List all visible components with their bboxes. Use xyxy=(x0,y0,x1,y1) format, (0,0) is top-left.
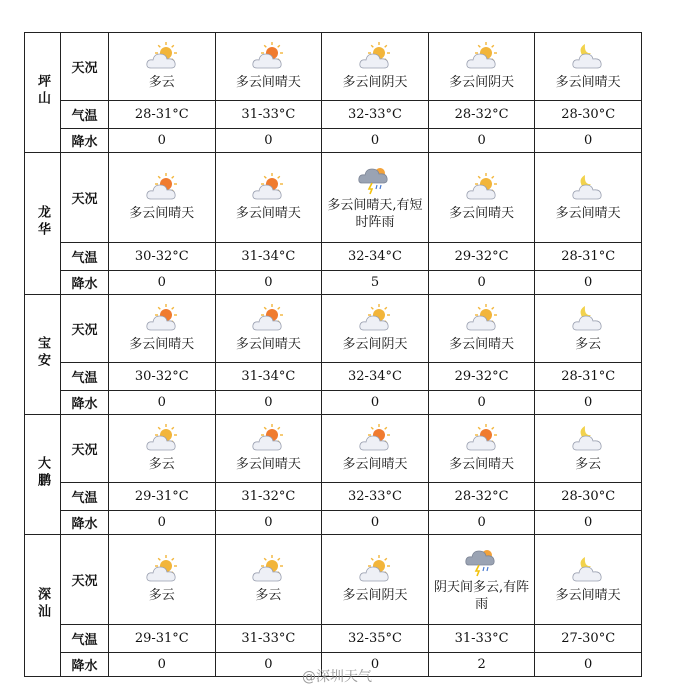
rain-row xyxy=(25,129,642,153)
condition-text: 多云间晴天 xyxy=(129,206,195,221)
condition-row xyxy=(25,535,642,625)
condition-text: 多云间晴天 xyxy=(449,337,515,352)
condition-row xyxy=(25,153,642,243)
temperature-cell: 28-32°C xyxy=(428,483,535,511)
rain-cell: 0 xyxy=(109,129,216,153)
condition-text: 多云 xyxy=(148,75,175,90)
rain-cell: 0 xyxy=(535,391,642,415)
rain-cell: 0 xyxy=(322,511,429,535)
rain-cell: 0 xyxy=(215,129,322,153)
partly-cloudy-icon xyxy=(429,303,535,335)
temperature-cell: 31-33°C xyxy=(215,625,322,653)
condition-row xyxy=(25,33,642,101)
condition-label: 天况 xyxy=(61,535,109,625)
condition-cell xyxy=(322,415,429,483)
weather-forecast-table xyxy=(24,32,642,677)
rain-cell: 0 xyxy=(109,391,216,415)
condition-label: 天况 xyxy=(61,153,109,243)
temperature-cell: 32-33°C xyxy=(322,101,429,129)
condition-text: 多云间晴天 xyxy=(235,337,301,352)
temperature-cell: 29-32°C xyxy=(428,363,535,391)
condition-row xyxy=(25,415,642,483)
condition-text: 多云间晴天 xyxy=(129,337,195,352)
temperature-cell: 28-30°C xyxy=(535,483,642,511)
temperature-row xyxy=(25,625,642,653)
rain-cell: 0 xyxy=(215,391,322,415)
condition-cell xyxy=(428,415,535,483)
rain-cell: 0 xyxy=(109,653,216,677)
district-name xyxy=(25,535,61,677)
condition-text: 多云 xyxy=(255,588,282,603)
temperature-cell: 32-34°C xyxy=(322,243,429,271)
condition-cell xyxy=(428,153,535,243)
temperature-cell: 27-30°C xyxy=(535,625,642,653)
district-name xyxy=(25,295,61,415)
condition-cell xyxy=(322,295,429,363)
rain-cell: 0 xyxy=(109,271,216,295)
condition-row xyxy=(25,295,642,363)
temperature-row xyxy=(25,243,642,271)
rain-cell: 2 xyxy=(428,653,535,677)
district-name xyxy=(25,415,61,535)
temperature-cell: 32-34°C xyxy=(322,363,429,391)
partly-cloudy-icon xyxy=(322,41,428,73)
rain-cell: 0 xyxy=(322,391,429,415)
temperature-cell: 31-33°C xyxy=(428,625,535,653)
night-cloudy-icon xyxy=(535,41,641,73)
condition-cell xyxy=(428,535,535,625)
rain-row xyxy=(25,511,642,535)
condition-cell xyxy=(215,33,322,101)
temperature-label: 气温 xyxy=(61,483,109,511)
temperature-cell: 28-32°C xyxy=(428,101,535,129)
condition-text: 多云间晴天,有短时阵雨 xyxy=(327,197,423,230)
condition-text: 多云间阴天 xyxy=(342,588,408,603)
condition-cell xyxy=(428,33,535,101)
partly-cloudy-icon xyxy=(216,554,322,586)
condition-cell xyxy=(109,415,216,483)
condition-text: 多云间晴天 xyxy=(555,206,621,221)
rain-cell: 0 xyxy=(322,653,429,677)
condition-text: 多云间阴天 xyxy=(342,75,408,90)
condition-text: 多云间晴天 xyxy=(342,457,408,472)
temperature-cell: 32-33°C xyxy=(322,483,429,511)
condition-text: 多云间晴天 xyxy=(555,588,621,603)
cloudy-sunny-icon xyxy=(322,423,428,455)
rain-cell: 0 xyxy=(215,511,322,535)
condition-label: 天况 xyxy=(61,33,109,101)
rain-label: 降水 xyxy=(61,271,109,295)
district-name xyxy=(25,153,61,295)
partly-cloudy-icon xyxy=(322,554,428,586)
temperature-cell: 30-32°C xyxy=(109,243,216,271)
condition-text: 多云间晴天 xyxy=(235,206,301,221)
rain-cell: 0 xyxy=(215,271,322,295)
rain-cell: 0 xyxy=(428,391,535,415)
cloudy-sunny-icon xyxy=(429,423,535,455)
condition-cell xyxy=(109,295,216,363)
cloudy-sunny-icon xyxy=(216,303,322,335)
rain-label: 降水 xyxy=(61,129,109,153)
partly-cloudy-icon xyxy=(429,41,535,73)
temperature-cell: 28-30°C xyxy=(535,101,642,129)
condition-text: 阴天间多云,有阵雨 xyxy=(434,579,530,612)
condition-text: 多云间晴天 xyxy=(449,206,515,221)
temperature-cell: 32-35°C xyxy=(322,625,429,653)
night-cloudy-icon xyxy=(535,172,641,204)
condition-cell xyxy=(215,415,322,483)
temperature-label: 气温 xyxy=(61,625,109,653)
condition-text: 多云间阴天 xyxy=(342,337,408,352)
rain-label: 降水 xyxy=(61,391,109,415)
temperature-cell: 28-31°C xyxy=(535,243,642,271)
condition-cell xyxy=(322,535,429,625)
district-label: 坪山 xyxy=(35,73,50,108)
condition-cell xyxy=(535,153,642,243)
temperature-cell: 28-31°C xyxy=(109,101,216,129)
partly-cloudy-icon xyxy=(109,41,215,73)
district-name xyxy=(25,33,61,153)
partly-cloudy-icon xyxy=(322,303,428,335)
condition-cell xyxy=(109,153,216,243)
thunder-shower-icon xyxy=(429,546,535,578)
temperature-label: 气温 xyxy=(61,243,109,271)
condition-cell xyxy=(535,33,642,101)
condition-cell xyxy=(322,33,429,101)
cloudy-sunny-icon xyxy=(216,172,322,204)
night-cloudy-icon xyxy=(535,303,641,335)
condition-cell xyxy=(109,33,216,101)
temperature-row xyxy=(25,483,642,511)
temperature-cell: 29-32°C xyxy=(428,243,535,271)
condition-text: 多云 xyxy=(575,337,602,352)
partly-cloudy-icon xyxy=(109,554,215,586)
temperature-cell: 31-34°C xyxy=(215,243,322,271)
district-label: 深汕 xyxy=(35,586,50,621)
partly-cloudy-icon xyxy=(109,423,215,455)
condition-cell xyxy=(535,535,642,625)
rain-label: 降水 xyxy=(61,511,109,535)
condition-text: 多云 xyxy=(148,588,175,603)
rain-row xyxy=(25,391,642,415)
rain-cell: 0 xyxy=(428,511,535,535)
night-cloudy-icon xyxy=(535,554,641,586)
district-label: 宝安 xyxy=(35,335,50,370)
condition-text: 多云 xyxy=(148,457,175,472)
condition-text: 多云间晴天 xyxy=(555,75,621,90)
night-cloudy-icon xyxy=(535,423,641,455)
temperature-cell: 31-33°C xyxy=(215,101,322,129)
rain-cell: 0 xyxy=(322,129,429,153)
condition-cell xyxy=(428,295,535,363)
rain-cell: 0 xyxy=(535,129,642,153)
cloudy-sunny-icon xyxy=(216,41,322,73)
condition-text: 多云 xyxy=(575,457,602,472)
condition-text: 多云间晴天 xyxy=(235,457,301,472)
rain-cell: 0 xyxy=(535,511,642,535)
rain-cell: 0 xyxy=(428,129,535,153)
district-label: 大鹏 xyxy=(35,455,50,490)
condition-cell xyxy=(322,153,429,243)
rain-label: 降水 xyxy=(61,653,109,677)
temperature-label: 气温 xyxy=(61,363,109,391)
partly-cloudy-icon xyxy=(429,172,535,204)
condition-label: 天况 xyxy=(61,415,109,483)
cloudy-sunny-icon xyxy=(109,303,215,335)
temperature-cell: 29-31°C xyxy=(109,483,216,511)
condition-label: 天况 xyxy=(61,295,109,363)
temperature-cell: 30-32°C xyxy=(109,363,216,391)
rain-cell: 0 xyxy=(535,271,642,295)
rain-cell: 0 xyxy=(215,653,322,677)
district-label: 龙华 xyxy=(35,204,50,239)
condition-cell xyxy=(215,295,322,363)
temperature-row xyxy=(25,363,642,391)
temperature-cell: 31-32°C xyxy=(215,483,322,511)
weibo-watermark: @深圳天气 xyxy=(302,669,372,685)
rain-cell: 0 xyxy=(428,271,535,295)
condition-cell xyxy=(215,153,322,243)
condition-text: 多云间阴天 xyxy=(449,75,515,90)
thunder-shower-icon xyxy=(322,164,428,196)
rain-cell: 0 xyxy=(535,653,642,677)
temperature-cell: 28-31°C xyxy=(535,363,642,391)
temperature-label: 气温 xyxy=(61,101,109,129)
temperature-cell: 31-34°C xyxy=(215,363,322,391)
condition-text: 多云间晴天 xyxy=(449,457,515,472)
rain-cell: 5 xyxy=(322,271,429,295)
cloudy-sunny-icon xyxy=(216,423,322,455)
condition-cell xyxy=(215,535,322,625)
rain-row xyxy=(25,271,642,295)
rain-cell: 0 xyxy=(109,511,216,535)
condition-cell xyxy=(535,295,642,363)
temperature-cell: 29-31°C xyxy=(109,625,216,653)
cloudy-sunny-icon xyxy=(109,172,215,204)
condition-text: 多云间晴天 xyxy=(235,75,301,90)
condition-cell xyxy=(109,535,216,625)
condition-cell xyxy=(535,415,642,483)
temperature-row xyxy=(25,101,642,129)
